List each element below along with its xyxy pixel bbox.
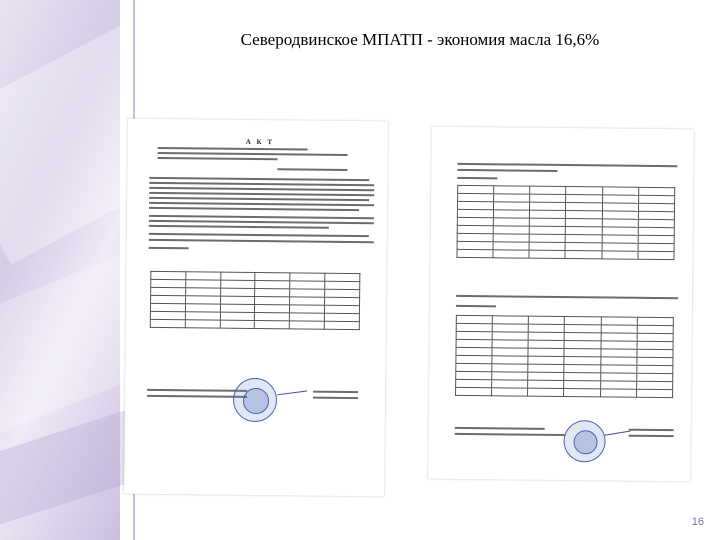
- table-cell: [457, 249, 493, 257]
- table-row: [150, 319, 359, 329]
- official-stamp-2: [563, 420, 605, 462]
- page-number: 16: [691, 516, 704, 528]
- official-stamp: [233, 378, 277, 422]
- table-row: [457, 249, 674, 259]
- table-cell: [528, 388, 564, 396]
- table-cell: [324, 321, 359, 329]
- table-cell: [456, 387, 492, 395]
- table-cell: [565, 251, 601, 259]
- table-cell: [600, 389, 636, 397]
- table-cell: [255, 320, 290, 328]
- scanned-document-act: [124, 119, 388, 497]
- table-cell: [638, 251, 674, 259]
- table-cell: [564, 389, 600, 397]
- table-cell: [220, 320, 255, 328]
- table-cell: [602, 251, 638, 259]
- scanned-document-tables: [428, 127, 694, 482]
- table-cell: [185, 320, 220, 328]
- act-oil-consumption-table: [150, 271, 361, 330]
- oil-consumption-table-3: [455, 315, 674, 398]
- table-cell: [636, 389, 672, 397]
- decorative-sidebar: [0, 0, 120, 540]
- oil-consumption-table-2: [456, 185, 675, 260]
- table-cell: [529, 250, 565, 258]
- table-cell: [492, 388, 528, 396]
- act-heading: А К Т: [245, 137, 275, 147]
- table-cell: [290, 321, 325, 329]
- table-cell: [150, 319, 185, 327]
- slide-title: Северодвинское МПАТП - экономия масла 16,6%: [240, 30, 600, 49]
- table-cell: [493, 250, 529, 258]
- table-row: [456, 387, 673, 397]
